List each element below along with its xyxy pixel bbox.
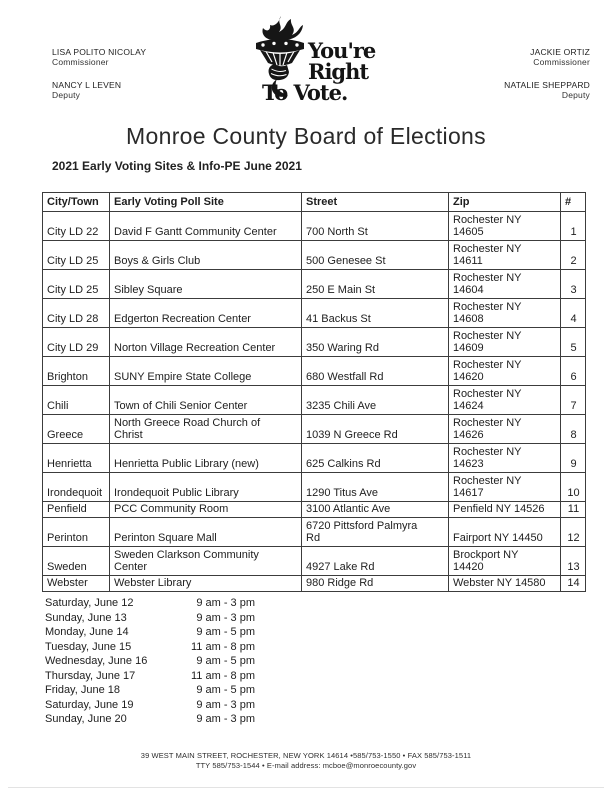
street-cell: 1039 N Greece Rd	[302, 415, 449, 444]
official-name: NATALIE SHEPPARD	[504, 80, 590, 90]
schedule-hours: 9 am - 5 pm	[196, 684, 255, 696]
street-cell: 6720 Pittsford Palmyra Rd	[302, 518, 449, 547]
zip-cell: Rochester NY 14626	[449, 415, 561, 444]
schedule-row	[45, 683, 255, 698]
city-town-cell: Brighton	[43, 357, 110, 386]
schedule-row	[45, 654, 255, 669]
official-role: Commissioner	[533, 57, 590, 67]
table-header-row	[43, 193, 586, 212]
poll-site-cell: Boys & Girls Club	[110, 241, 302, 270]
city-town-cell: City LD 29	[43, 328, 110, 357]
table-row	[43, 502, 586, 518]
table-row	[43, 241, 586, 270]
zip-cell: Rochester NY 14605	[449, 212, 561, 241]
poll-site-cell: David F Gantt Community Center	[110, 212, 302, 241]
table-row	[43, 386, 586, 415]
zip-cell: Penfield NY 14526	[449, 502, 561, 518]
street-cell: 700 North St	[302, 212, 449, 241]
poll-site-cell: Town of Chili Senior Center	[110, 386, 302, 415]
table-row	[43, 518, 586, 547]
schedule-date: Sunday, June 13	[45, 611, 127, 624]
schedule-date: Monday, June 14	[45, 626, 129, 638]
poll-site-cell: Webster Library	[110, 576, 302, 592]
zip-cell: Rochester NY 14608	[449, 299, 561, 328]
col-header-number: #	[561, 193, 586, 212]
schedule-date: Saturday, June 19	[45, 698, 134, 711]
street-cell: 625 Calkins Rd	[302, 444, 449, 473]
table-row	[43, 473, 586, 502]
schedule-row	[45, 611, 255, 626]
street-cell: 980 Ridge Rd	[302, 576, 449, 592]
schedule-date: Saturday, June 12	[45, 597, 134, 609]
schedule-hours: 9 am - 3 pm	[196, 713, 255, 725]
table-row	[43, 270, 586, 299]
site-number-cell: 1	[561, 212, 586, 241]
official-role: Commissioner	[52, 57, 109, 67]
table-row	[43, 444, 586, 473]
street-cell: 350 Waring Rd	[302, 328, 449, 357]
col-header-street: Street	[302, 193, 449, 212]
footer	[0, 751, 612, 771]
site-number-cell: 9	[561, 444, 586, 473]
schedule-row	[45, 698, 255, 713]
footer-address-line: 39 WEST MAIN STREET, ROCHESTER, NEW YORK 14614 •585/753-1550 • FAX 585/753-1511	[140, 751, 472, 760]
poll-site-cell: Sibley Square	[110, 270, 302, 299]
zip-cell: Rochester NY 14604	[449, 270, 561, 299]
schedule-hours: 9 am - 3 pm	[196, 698, 255, 711]
scan-artifact-line	[8, 787, 604, 788]
logo-line-2: Right	[308, 59, 369, 84]
logo-slogan	[262, 38, 376, 105]
official-name: NANCY L LEVEN	[52, 80, 122, 90]
street-cell: 500 Genesee St	[302, 241, 449, 270]
street-cell: 680 Westfall Rd	[302, 357, 449, 386]
schedule-hours: 9 am - 5 pm	[196, 626, 255, 638]
street-cell: 250 E Main St	[302, 270, 449, 299]
site-number-cell: 8	[561, 415, 586, 444]
table-row	[43, 328, 586, 357]
poll-site-cell: SUNY Empire State College	[110, 357, 302, 386]
table-row	[43, 547, 586, 576]
site-number-cell: 13	[561, 547, 586, 576]
schedule-date: Tuesday, June 15	[45, 640, 132, 653]
city-town-cell: City LD 28	[43, 299, 110, 328]
official-entry	[504, 47, 590, 67]
site-number-cell: 5	[561, 328, 586, 357]
city-town-cell: Webster	[43, 576, 110, 592]
schedule-date: Thursday, June 17	[45, 669, 136, 682]
table-row	[43, 576, 586, 592]
table-row	[43, 299, 586, 328]
page-title: Monroe County Board of Elections	[126, 123, 486, 149]
poll-site-cell: Norton Village Recreation Center	[110, 328, 302, 357]
city-town-cell: Greece	[43, 415, 110, 444]
table-row	[43, 415, 586, 444]
voting-sites-table-body	[43, 212, 586, 592]
logo-line-1: You're	[308, 38, 376, 63]
zip-cell: Rochester NY 14617	[449, 473, 561, 502]
street-cell: 4927 Lake Rd	[302, 547, 449, 576]
col-header-zip: Zip	[449, 193, 561, 212]
site-number-cell: 3	[561, 270, 586, 299]
city-town-cell: Sweden	[43, 547, 110, 576]
table-row	[43, 212, 586, 241]
logo-line-3: To Vote.	[262, 80, 348, 105]
site-number-cell: 14	[561, 576, 586, 592]
poll-site-cell: North Greece Road Church of Christ	[110, 415, 302, 444]
poll-site-cell: PCC Community Room	[110, 502, 302, 518]
table-row	[43, 357, 586, 386]
schedule-date: Wednesday, June 16	[45, 655, 148, 667]
city-town-cell: Penfield	[43, 502, 110, 518]
site-number-cell: 12	[561, 518, 586, 547]
schedule-hours: 9 am - 3 pm	[196, 597, 255, 609]
city-town-cell: City LD 25	[43, 270, 110, 299]
poll-site-cell: Sweden Clarkson Community Center	[110, 547, 302, 576]
schedule-row	[45, 712, 255, 727]
official-entry	[52, 80, 146, 100]
schedule-row	[45, 640, 255, 655]
poll-site-cell: Irondequoit Public Library	[110, 473, 302, 502]
poll-site-cell: Henrietta Public Library (new)	[110, 444, 302, 473]
schedule-hours: 11 am - 8 pm	[191, 640, 255, 653]
officials-right	[504, 47, 590, 113]
zip-cell: Webster NY 14580	[449, 576, 561, 592]
poll-site-cell: Perinton Square Mall	[110, 518, 302, 547]
official-entry	[52, 47, 146, 67]
city-town-cell: Chili	[43, 386, 110, 415]
street-cell: 1290 Titus Ave	[302, 473, 449, 502]
zip-cell: Rochester NY 14611	[449, 241, 561, 270]
site-number-cell: 10	[561, 473, 586, 502]
site-number-cell: 2	[561, 241, 586, 270]
schedule-date: Sunday, June 20	[45, 713, 127, 725]
street-cell: 41 Backus St	[302, 299, 449, 328]
schedule-hours: 9 am - 3 pm	[196, 611, 255, 624]
official-role: Deputy	[52, 90, 81, 100]
official-entry	[504, 80, 590, 100]
page-subtitle: 2021 Early Voting Sites & Info-PE June 2021	[52, 159, 302, 173]
officials-left	[52, 47, 146, 113]
zip-cell: Rochester NY 14624	[449, 386, 561, 415]
site-number-cell: 4	[561, 299, 586, 328]
zip-cell: Rochester NY 14620	[449, 357, 561, 386]
zip-cell: Rochester NY 14609	[449, 328, 561, 357]
zip-cell: Rochester NY 14623	[449, 444, 561, 473]
schedule-row	[45, 596, 255, 611]
zip-cell: Fairport NY 14450	[449, 518, 561, 547]
site-number-cell: 6	[561, 357, 586, 386]
site-number-cell: 7	[561, 386, 586, 415]
city-town-cell: City LD 22	[43, 212, 110, 241]
street-cell: 3100 Atlantic Ave	[302, 502, 449, 518]
city-town-cell: Henrietta	[43, 444, 110, 473]
city-town-cell: Perinton	[43, 518, 110, 547]
voting-sites-table	[42, 192, 586, 592]
schedule-hours: 11 am - 8 pm	[191, 669, 255, 682]
schedule-row	[45, 669, 255, 684]
early-voting-schedule	[45, 596, 255, 727]
schedule-row	[45, 625, 255, 640]
schedule-date: Friday, June 18	[45, 684, 121, 696]
city-town-cell: City LD 25	[43, 241, 110, 270]
footer-contact-line: TTY 585/753-1544 • E-mail address: mcboe@monroecounty.gov	[195, 761, 417, 770]
site-number-cell: 11	[561, 502, 586, 518]
official-name: JACKIE ORTIZ	[530, 47, 590, 57]
zip-cell: Brockport NY 14420	[449, 547, 561, 576]
official-name: LISA POLITO NICOLAY	[52, 47, 147, 57]
poll-site-cell: Edgerton Recreation Center	[110, 299, 302, 328]
street-cell: 3235 Chili Ave	[302, 386, 449, 415]
city-town-cell: Irondequoit	[43, 473, 110, 502]
official-role: Deputy	[561, 90, 590, 100]
schedule-hours: 9 am - 5 pm	[196, 655, 255, 667]
col-header-city-town: City/Town	[43, 193, 110, 212]
col-header-poll-site: Early Voting Poll Site	[110, 193, 302, 212]
